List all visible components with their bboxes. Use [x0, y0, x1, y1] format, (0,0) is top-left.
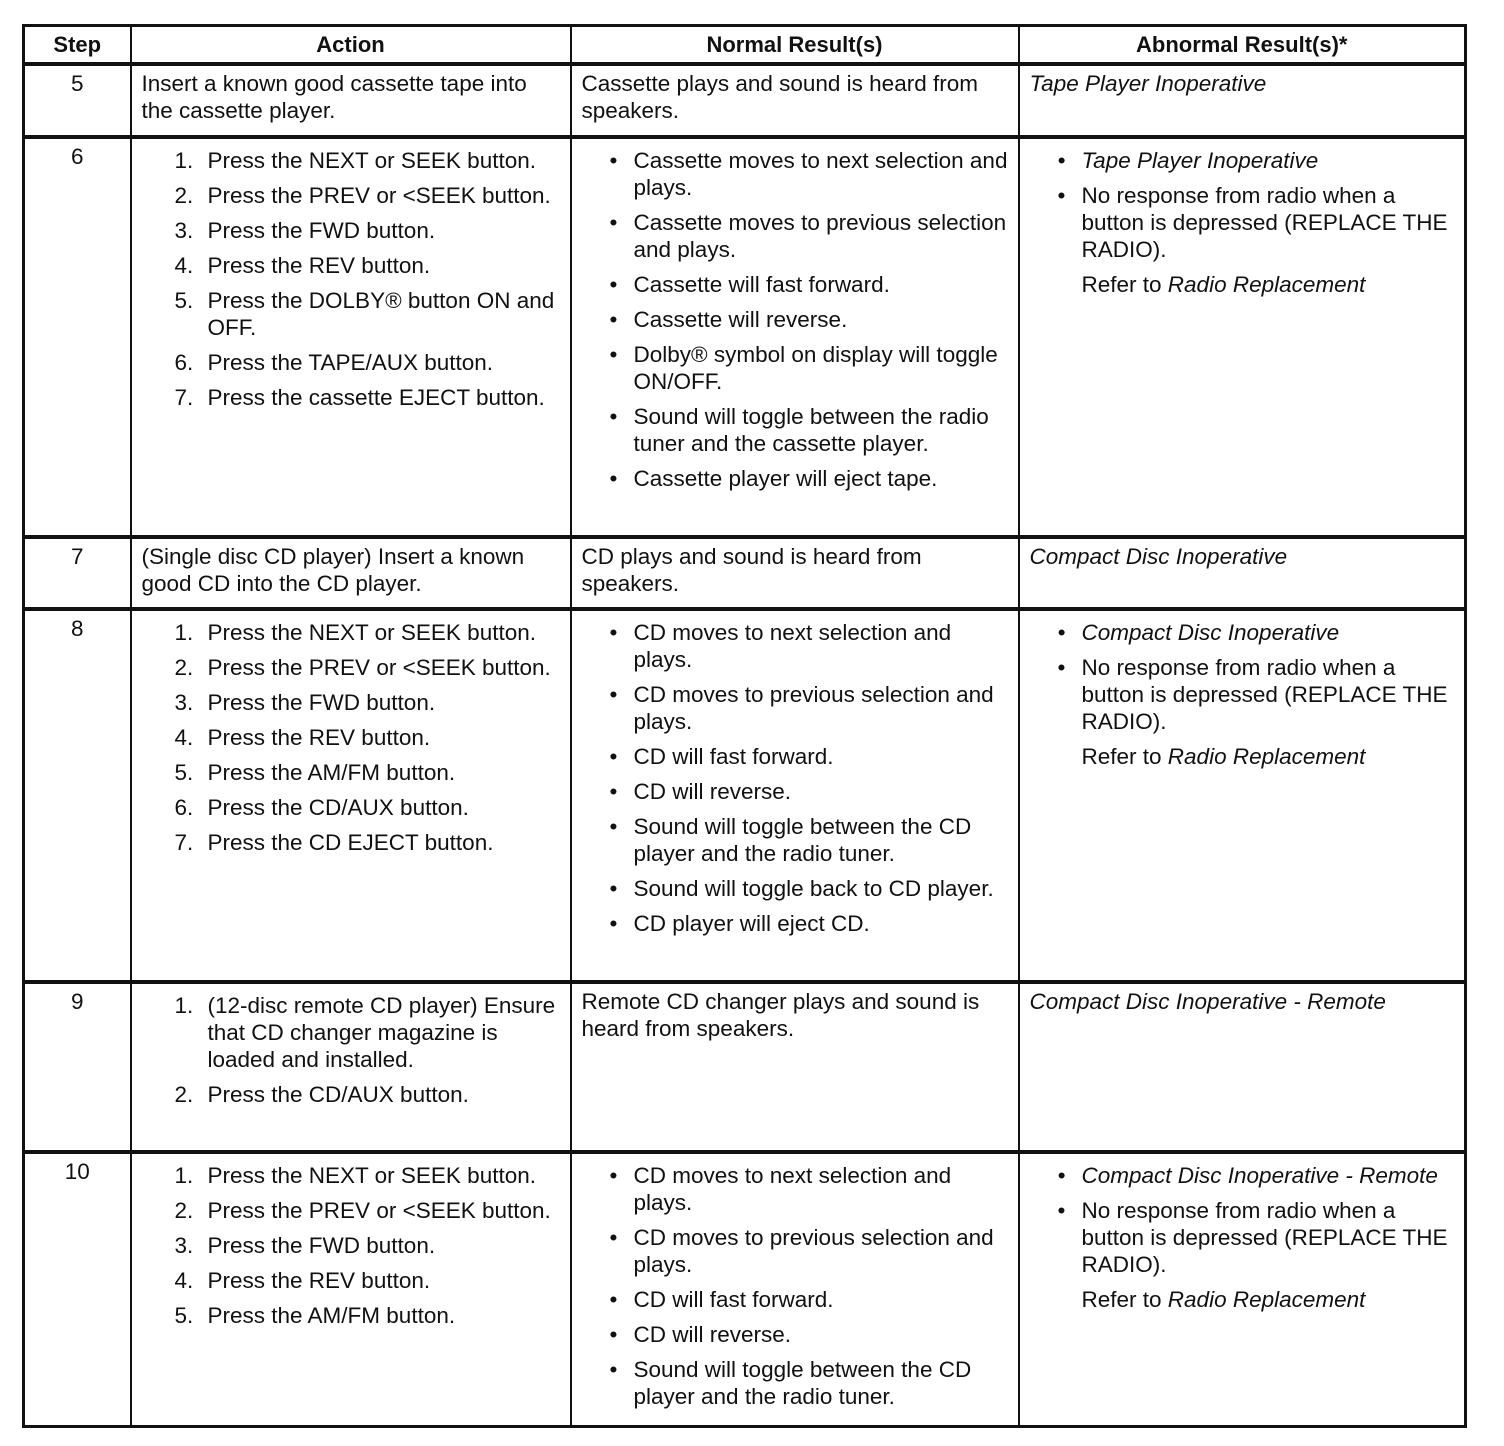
header-action: Action [131, 26, 571, 65]
normal-result-item: • Cassette player will eject tape. [634, 465, 1008, 492]
refer-to-note [1030, 743, 1455, 770]
abnormal-result-cell: Compact Disc Inoperative [1019, 537, 1466, 609]
normal-result-cell: Cassette plays and sound is heard from speakers. [571, 64, 1019, 137]
normal-result-item: • Cassette moves to previous selection and plays. [634, 209, 1008, 263]
action-item: 1. Press the NEXT or SEEK button. [200, 1162, 560, 1189]
action-item: 2. Press the PREV or <SEEK button. [200, 1197, 560, 1224]
abnormal-result-item: • Compact Disc Inoperative - Remote [1082, 1162, 1455, 1189]
refer-prefix: Refer to [1081, 1287, 1168, 1312]
action-list [142, 619, 560, 856]
action-list [142, 1162, 560, 1329]
normal-result-item: • CD moves to next selection and plays. [634, 1162, 1008, 1216]
table-row-step-5 [24, 64, 1466, 137]
action-item: 1. Press the NEXT or SEEK button. [200, 147, 560, 174]
abnormal-result-item: • Compact Disc Inoperative [1082, 619, 1455, 646]
abnormal-result-list [1030, 619, 1455, 735]
action-item: 3. Press the FWD button. [200, 1232, 560, 1259]
action-item: 3. Press the FWD button. [200, 217, 560, 244]
action-item: 5. Press the AM/FM button. [200, 759, 560, 786]
abnormal-result-item: • No response from radio when a button is depressed (REPLACE THE RADIO). [1082, 1197, 1455, 1278]
header-abnormal-results: Abnormal Result(s)* [1019, 26, 1466, 65]
action-cell [131, 137, 571, 537]
step-number: 9 [24, 982, 131, 1152]
normal-result-list [582, 147, 1008, 492]
abnormal-result-cell [1019, 1152, 1466, 1426]
action-item: 6. Press the TAPE/AUX button. [200, 349, 560, 376]
normal-result-item: • Sound will toggle between the radio tuner and the cassette player. [634, 403, 1008, 457]
normal-result-list [582, 1162, 1008, 1410]
action-item: 4. Press the REV button. [200, 724, 560, 751]
normal-result-item: • CD player will eject CD. [634, 910, 1008, 937]
action-cell [131, 609, 571, 982]
step-number: 10 [24, 1152, 131, 1426]
action-list [142, 992, 560, 1108]
action-cell: (Single disc CD player) Insert a known good CD into the CD player. [131, 537, 571, 609]
step-number: 7 [24, 537, 131, 609]
action-item: 2. Press the PREV or <SEEK button. [200, 654, 560, 681]
table-row-step-6 [24, 137, 1466, 537]
normal-result-cell [571, 1152, 1019, 1426]
abnormal-result-item: • No response from radio when a button is depressed (REPLACE THE RADIO). [1082, 654, 1455, 735]
action-item: 1. Press the NEXT or SEEK button. [200, 619, 560, 646]
action-item: 4. Press the REV button. [200, 1267, 560, 1294]
step-number: 8 [24, 609, 131, 982]
normal-result-item: • Cassette will fast forward. [634, 271, 1008, 298]
action-item: 3. Press the FWD button. [200, 689, 560, 716]
normal-result-item: • Dolby® symbol on display will toggle ON/OFF. [634, 341, 1008, 395]
normal-result-item: • CD will fast forward. [634, 743, 1008, 770]
refer-prefix: Refer to [1081, 272, 1168, 297]
normal-result-item: • Sound will toggle between the CD player and the radio tuner. [634, 813, 1008, 867]
normal-result-item: • Cassette moves to next selection and plays. [634, 147, 1008, 201]
diagnostic-table [22, 24, 1467, 1428]
normal-result-cell: Remote CD changer plays and sound is heard from speakers. [571, 982, 1019, 1152]
refer-to-note [1030, 1286, 1455, 1313]
radio-replacement-link[interactable]: Radio Replacement [1167, 744, 1366, 769]
action-item: 2. Press the PREV or <SEEK button. [200, 182, 560, 209]
action-item: 7. Press the cassette EJECT button. [200, 384, 560, 411]
abnormal-result-list [1030, 1162, 1455, 1278]
table-row-step-9 [24, 982, 1466, 1152]
normal-result-item: • Sound will toggle back to CD player. [634, 875, 1008, 902]
normal-result-item: • CD moves to previous selection and plays. [634, 681, 1008, 735]
abnormal-result-list [1030, 147, 1455, 263]
action-item: 5. Press the DOLBY® button ON and OFF. [200, 287, 560, 341]
normal-result-item: • CD moves to next selection and plays. [634, 619, 1008, 673]
abnormal-result-item: • No response from radio when a button is depressed (REPLACE THE RADIO). [1082, 182, 1455, 263]
abnormal-result-cell: Tape Player Inoperative [1019, 64, 1466, 137]
normal-result-item: • Cassette will reverse. [634, 306, 1008, 333]
normal-result-cell [571, 609, 1019, 982]
step-number: 5 [24, 64, 131, 137]
action-list [142, 147, 560, 411]
normal-result-item: • CD will reverse. [634, 1321, 1008, 1348]
header-step: Step [24, 26, 131, 65]
header-normal-results: Normal Result(s) [571, 26, 1019, 65]
abnormal-result-cell: Compact Disc Inoperative - Remote [1019, 982, 1466, 1152]
diagnostic-table-page [22, 24, 1464, 1428]
action-cell [131, 982, 571, 1152]
abnormal-result-cell [1019, 137, 1466, 537]
normal-result-item: • CD will reverse. [634, 778, 1008, 805]
abnormal-result-item: • Tape Player Inoperative [1082, 147, 1455, 174]
action-item: 6. Press the CD/AUX button. [200, 794, 560, 821]
table-row-step-10 [24, 1152, 1466, 1426]
header-row [24, 26, 1466, 65]
abnormal-result-cell [1019, 609, 1466, 982]
normal-result-item: • CD will fast forward. [634, 1286, 1008, 1313]
table-row-step-7 [24, 537, 1466, 609]
action-item: 1. (12-disc remote CD player) Ensure that CD changer magazine is loaded and installed. [200, 992, 560, 1073]
refer-to-note [1030, 271, 1455, 298]
action-cell [131, 1152, 571, 1426]
step-number: 6 [24, 137, 131, 537]
normal-result-cell [571, 137, 1019, 537]
normal-result-item: • CD moves to previous selection and plays. [634, 1224, 1008, 1278]
radio-replacement-link[interactable]: Radio Replacement [1167, 272, 1366, 297]
action-item: 2. Press the CD/AUX button. [200, 1081, 560, 1108]
action-cell: Insert a known good cassette tape into the cassette player. [131, 64, 571, 137]
normal-result-item: • Sound will toggle between the CD player and the radio tuner. [634, 1356, 1008, 1410]
normal-result-list [582, 619, 1008, 937]
refer-prefix: Refer to [1081, 744, 1168, 769]
normal-result-cell: CD plays and sound is heard from speakers. [571, 537, 1019, 609]
action-item: 7. Press the CD EJECT button. [200, 829, 560, 856]
table-row-step-8 [24, 609, 1466, 982]
radio-replacement-link[interactable]: Radio Replacement [1167, 1287, 1366, 1312]
action-item: 5. Press the AM/FM button. [200, 1302, 560, 1329]
action-item: 4. Press the REV button. [200, 252, 560, 279]
